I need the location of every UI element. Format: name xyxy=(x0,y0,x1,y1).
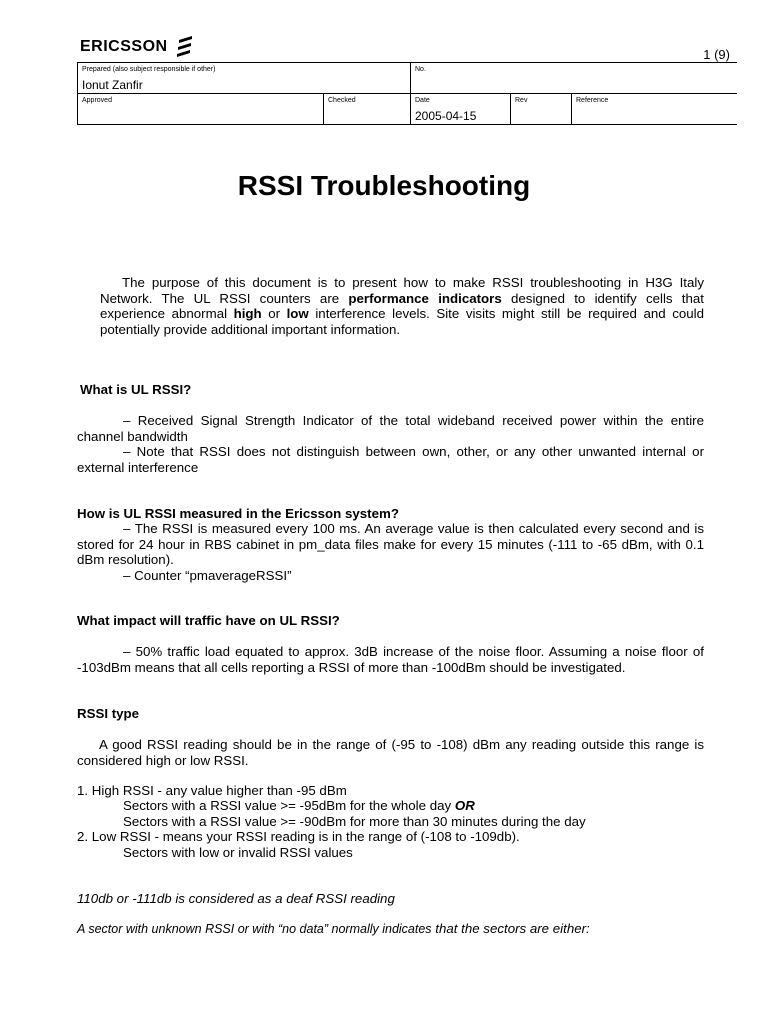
prepared-cell xyxy=(78,63,411,94)
rev-cell xyxy=(511,94,572,125)
intro-bold-1: performance indicators xyxy=(348,290,502,306)
section2-paragraph-1 xyxy=(77,521,704,568)
section2-text-1: – The RSSI is measured every 100 ms. An average value is then calculated every second and is stored for 24 hour in RBS cabinet in pm_data files make for every 15 minutes (-111 to -65 dBm, with 0.1 dBm resolution). xyxy=(77,521,704,567)
section4-paragraph-1 xyxy=(77,737,704,768)
section-heading-rssi-type: RSSI type xyxy=(77,706,140,721)
rev-label: Rev xyxy=(515,97,528,104)
section-heading-how-measured: How is UL RSSI measured in the Ericsson system? xyxy=(77,506,399,521)
list-subitem-high-2: Sectors with a RSSI value >= -90dBm for more than 30 minutes during the day xyxy=(123,814,586,829)
list-subitem-low-1: Sectors with low or invalid RSSI values xyxy=(123,845,353,860)
date-label: Date xyxy=(415,97,430,104)
checked-label: Checked xyxy=(328,97,356,104)
intro-text-4: interference levels. Site visits might still be required and could potentially provide additional important information. xyxy=(100,306,704,337)
approved-cell xyxy=(78,94,324,125)
reference-cell xyxy=(572,94,737,125)
section1-paragraph-1 xyxy=(77,413,704,444)
intro-paragraph xyxy=(100,275,704,337)
document-title: RSSI Troubleshooting xyxy=(237,170,531,201)
section2-paragraph-2: – Counter “pmaverageRSSI” xyxy=(123,568,292,583)
no-label: No. xyxy=(415,66,426,73)
note-deaf-rssi: 110db or -111db is considered as a deaf RSSI reading xyxy=(77,891,395,906)
section1-paragraph-2 xyxy=(77,444,704,475)
document-header-table xyxy=(77,62,737,125)
approved-label: Approved xyxy=(82,97,112,104)
no-cell xyxy=(411,63,737,94)
intro-bold-2: high xyxy=(233,306,262,321)
logo-text: ERICSSON xyxy=(80,38,168,55)
reference-label: Reference xyxy=(576,97,609,104)
prepared-value: Ionut Zanfir xyxy=(82,78,143,92)
note-unknown-rssi xyxy=(77,921,590,938)
checked-cell xyxy=(324,94,411,125)
section-heading-what-is: What is UL RSSI? xyxy=(80,382,192,397)
intro-bold-3: low xyxy=(286,306,309,321)
date-cell xyxy=(411,94,511,125)
section-heading-traffic-impact: What impact will traffic have on UL RSSI? xyxy=(77,613,340,628)
prepared-label: Prepared (also subject responsible if other) xyxy=(82,66,216,73)
list-subitem-high-1 xyxy=(123,798,475,814)
ericsson-logo xyxy=(80,36,194,58)
list-item-high-rssi: 1. High RSSI - any value higher than -95 dBm xyxy=(77,783,347,798)
section4-text-1: A good RSSI reading should be in the range of (-95 to -108) dBm any reading outside this range is considered high or low RSSI. xyxy=(77,737,704,768)
list-item-low-rssi: 2. Low RSSI - means your RSSI reading is in the range of (-108 to -109db). xyxy=(77,829,520,844)
section3-paragraph-1 xyxy=(77,644,704,675)
list-subitem-high-1-text: Sectors with a RSSI value >= -95dBm for the whole day xyxy=(123,798,455,813)
or-keyword: OR xyxy=(454,798,475,813)
page-number: 1 (9) xyxy=(703,47,730,62)
ericsson-mark-icon xyxy=(176,36,194,58)
section3-text-1: – 50% traffic load equated to approx. 3dB increase of the noise floor. Assuming a noise floor of -103dBm means that all cells reporting a RSSI of more than -100dBm should be investigated. xyxy=(77,644,704,675)
intro-text-1: The purpose of this document is to present how to make RSSI troubleshooting in H3G Italy Network. The UL RSSI counters are xyxy=(100,275,704,306)
date-value: 2005-04-15 xyxy=(415,109,477,123)
note-unknown-rssi-text: A sector with unknown RSSI or with “no data” normally indicates xyxy=(77,922,432,936)
note-unknown-rssi-text-2: that the sectors are either: xyxy=(431,921,590,936)
intro-text-2: designed to identify cells that experience abnormal xyxy=(100,290,704,321)
intro-text-3: or xyxy=(261,306,287,321)
section1-text-2: – Note that RSSI does not distinguish between own, other, or any other unwanted internal or external interference xyxy=(77,444,704,475)
section1-text-1: – Received Signal Strength Indicator of the total wideband received power within the entire channel bandwidth xyxy=(77,413,704,444)
